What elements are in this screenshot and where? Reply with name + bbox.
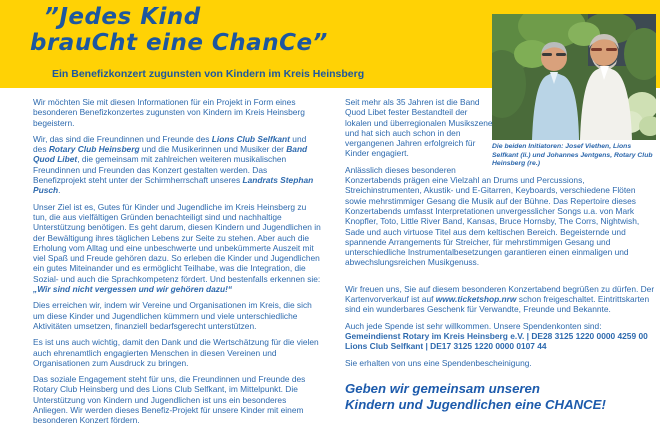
slogan-line-1: Geben wir gemeinsam unseren (345, 380, 540, 396)
slogan-line-2: Kindern und Jugendlichen eine CHANCE! (345, 397, 606, 413)
paragraph-tickets (345, 284, 656, 315)
text-segment: und die Musikerinnen und Musiker der (139, 144, 287, 155)
donation-accounts (345, 321, 656, 352)
paragraph-band-history: Seit mehr als 35 Jahren ist die Band Quod Libet fester Bestandteil der lokalen und überregionalen Musikszene und hat sich auch schon in den vergangenen Jahren erfolgreich für Kinder engagiert. (345, 97, 493, 159)
paragraph-intro: Wir möchten Sie mit diesen Informationen für ein Projekt in Form eines besonderen Benefizkonzertes zugunsten von Kindern im Kreis Heinsberg begeistern. (33, 97, 305, 128)
paragraph-thanks: Es ist uns auch wichtig, damit den Dank und die Wertschätzung für die vielen auch ehrenamtlich engagierten Menschen in diesen Vereinen und Organisationen zum Ausdruck zu bringen. (33, 337, 319, 368)
patron-name: Landrats Stephan Pusch (33, 175, 314, 196)
text-segment: und des (33, 133, 307, 155)
title-line-1: ”Jedes Kind (44, 4, 201, 30)
rotary-club-name: Rotary Club Heinsberg (48, 144, 140, 155)
donation-intro: Auch jede Spende ist sehr willkommen. Unsere Spendenkonten sind: (345, 320, 602, 331)
donation-account-lions: Lions Club Selfkant | DE17 3125 1220 0000 0107 44 (345, 341, 547, 352)
photo-spacer (494, 97, 656, 167)
right-column (345, 97, 656, 414)
page-title (30, 4, 328, 56)
paragraph-how: Dies erreichen wir, indem wir Vereine und Organisationen im Kreis, die sich um diese Kinder und Jugendlichen kümmern und viele unterschiedliche Aktivitäten umsetzen, finanziell bedarfsgerecht unterstützen. (33, 300, 312, 331)
text-segment: Unser Ziel ist es, Gutes für Kinder und Jugendliche im Kreis Heinsberg zu tun, die aus vielfältigen Gründen benachteiligt sind und nachhaltige Unterstützung benötigen. Es geht darum, diesen Kindern und Jugendlichen in der Bewältigung ihres täglichen Lebens zur Seite zu stehen. Aber auch die Erholung vom Alltag und eine unbeschwerte und unbekümmerte Auszeit mit viel Spaß und Freude gehören dazu. So erleben die Kinder und Jugendlichen ein gutes Miteinander und es ermöglicht Teilhabe, was die Integration, die Sozial- und auch die Sprachkompetenz fördert. Und bestenfalls erkennen sie: (33, 201, 321, 284)
text-segment: schon freigeschaltet. Eintrittskarten sind ein wunderbares Geschenk für Verwandte, Freunde und Bekannte. (345, 294, 650, 315)
text-segment: Wir freuen uns, Sie auf diesem besonderen Konzertabend begrüßen zu dürfen. Der Kartenvorverkauf ist auf (345, 283, 655, 305)
photo-caption: Die beiden Initiatoren: Josef Viethen, Lions Selfkant (li.) und Johannes Jentgens, Rotary Club Heinsberg (re.) (492, 143, 653, 168)
page-subtitle: Ein Benefizkonzert zugunsten von Kindern im Kreis Heinsberg (52, 68, 365, 80)
ticketshop-url: www.ticketshop.nrw (435, 294, 517, 305)
quote-text: „Wir sind nicht vergessen und wir gehören dazu!“ (33, 284, 233, 295)
text-segment: Wir, das sind die Freundinnen und Freunde des (33, 133, 212, 144)
paragraph-receipt: Sie erhalten von uns eine Spendenbescheinigung. (345, 357, 532, 368)
band-name: Band Quod Libet (33, 144, 308, 165)
lions-club-name: Lions Club Selfkant (211, 133, 290, 144)
text-segment: . (58, 185, 61, 196)
donation-account-rotary: Gemeindienst Rotary im Kreis Heinsberg e.V. | DE28 3125 1220 0000 4259 00 (345, 330, 648, 341)
title-line-2: brauCht eine ChanCe” (30, 30, 328, 56)
closing-slogan (345, 381, 656, 414)
left-column (33, 97, 321, 432)
paragraph-clubs (33, 134, 321, 196)
paragraph-goal (33, 202, 321, 295)
paragraph-engagement: Das soziale Engagement steht für uns, die Freundinnen und Freunde des Rotary Club Heinsberg und des Lions Club Selfkant, im Mittelpunkt. Die Unterstützung von Kindern und Jugendlichen ist uns ein besonderes Anliegen. Wir werden dieses Benefiz-Projekt für unsere Kinder mit einem besonderen Konzert fördern. (33, 374, 306, 426)
paragraph-concert-program: Anlässlich dieses besonderen Konzertabends prägen eine Vielzahl an Drums und Percussions, Streichinstrumenten, Akustik- und E-Gitarren, Keyboards, verschiedene Flöten sowie mehrstimmiger Gesang die Musik auf der Bühne. Das Repertoire dieses Konzertabends umfasst Interpretationen unvergesslicher Songs u.a. von Mark Knopfler, Toto, Little River Band, Kansas, Bruce Hornsby, The Corrs, Nightwish, Sade und auch virtuose Titel aus dem keltischen Bereich. Begeisternde und spannende Arrangements für Streicher, für mehrstimmigen Gesang und unterschiedliche Instrumentalbesetzungen garantieren einen einmaligen und abwechslungsreichen Musikgenuss. (345, 164, 640, 268)
text-segment: , die gemeinsam mit zahlreichen weiteren musikalischen Freundinnen und Freunden das Konzert gestalten werden. Das Benefizprojekt steht unter der Schirmherrschaft unseres (33, 154, 287, 186)
